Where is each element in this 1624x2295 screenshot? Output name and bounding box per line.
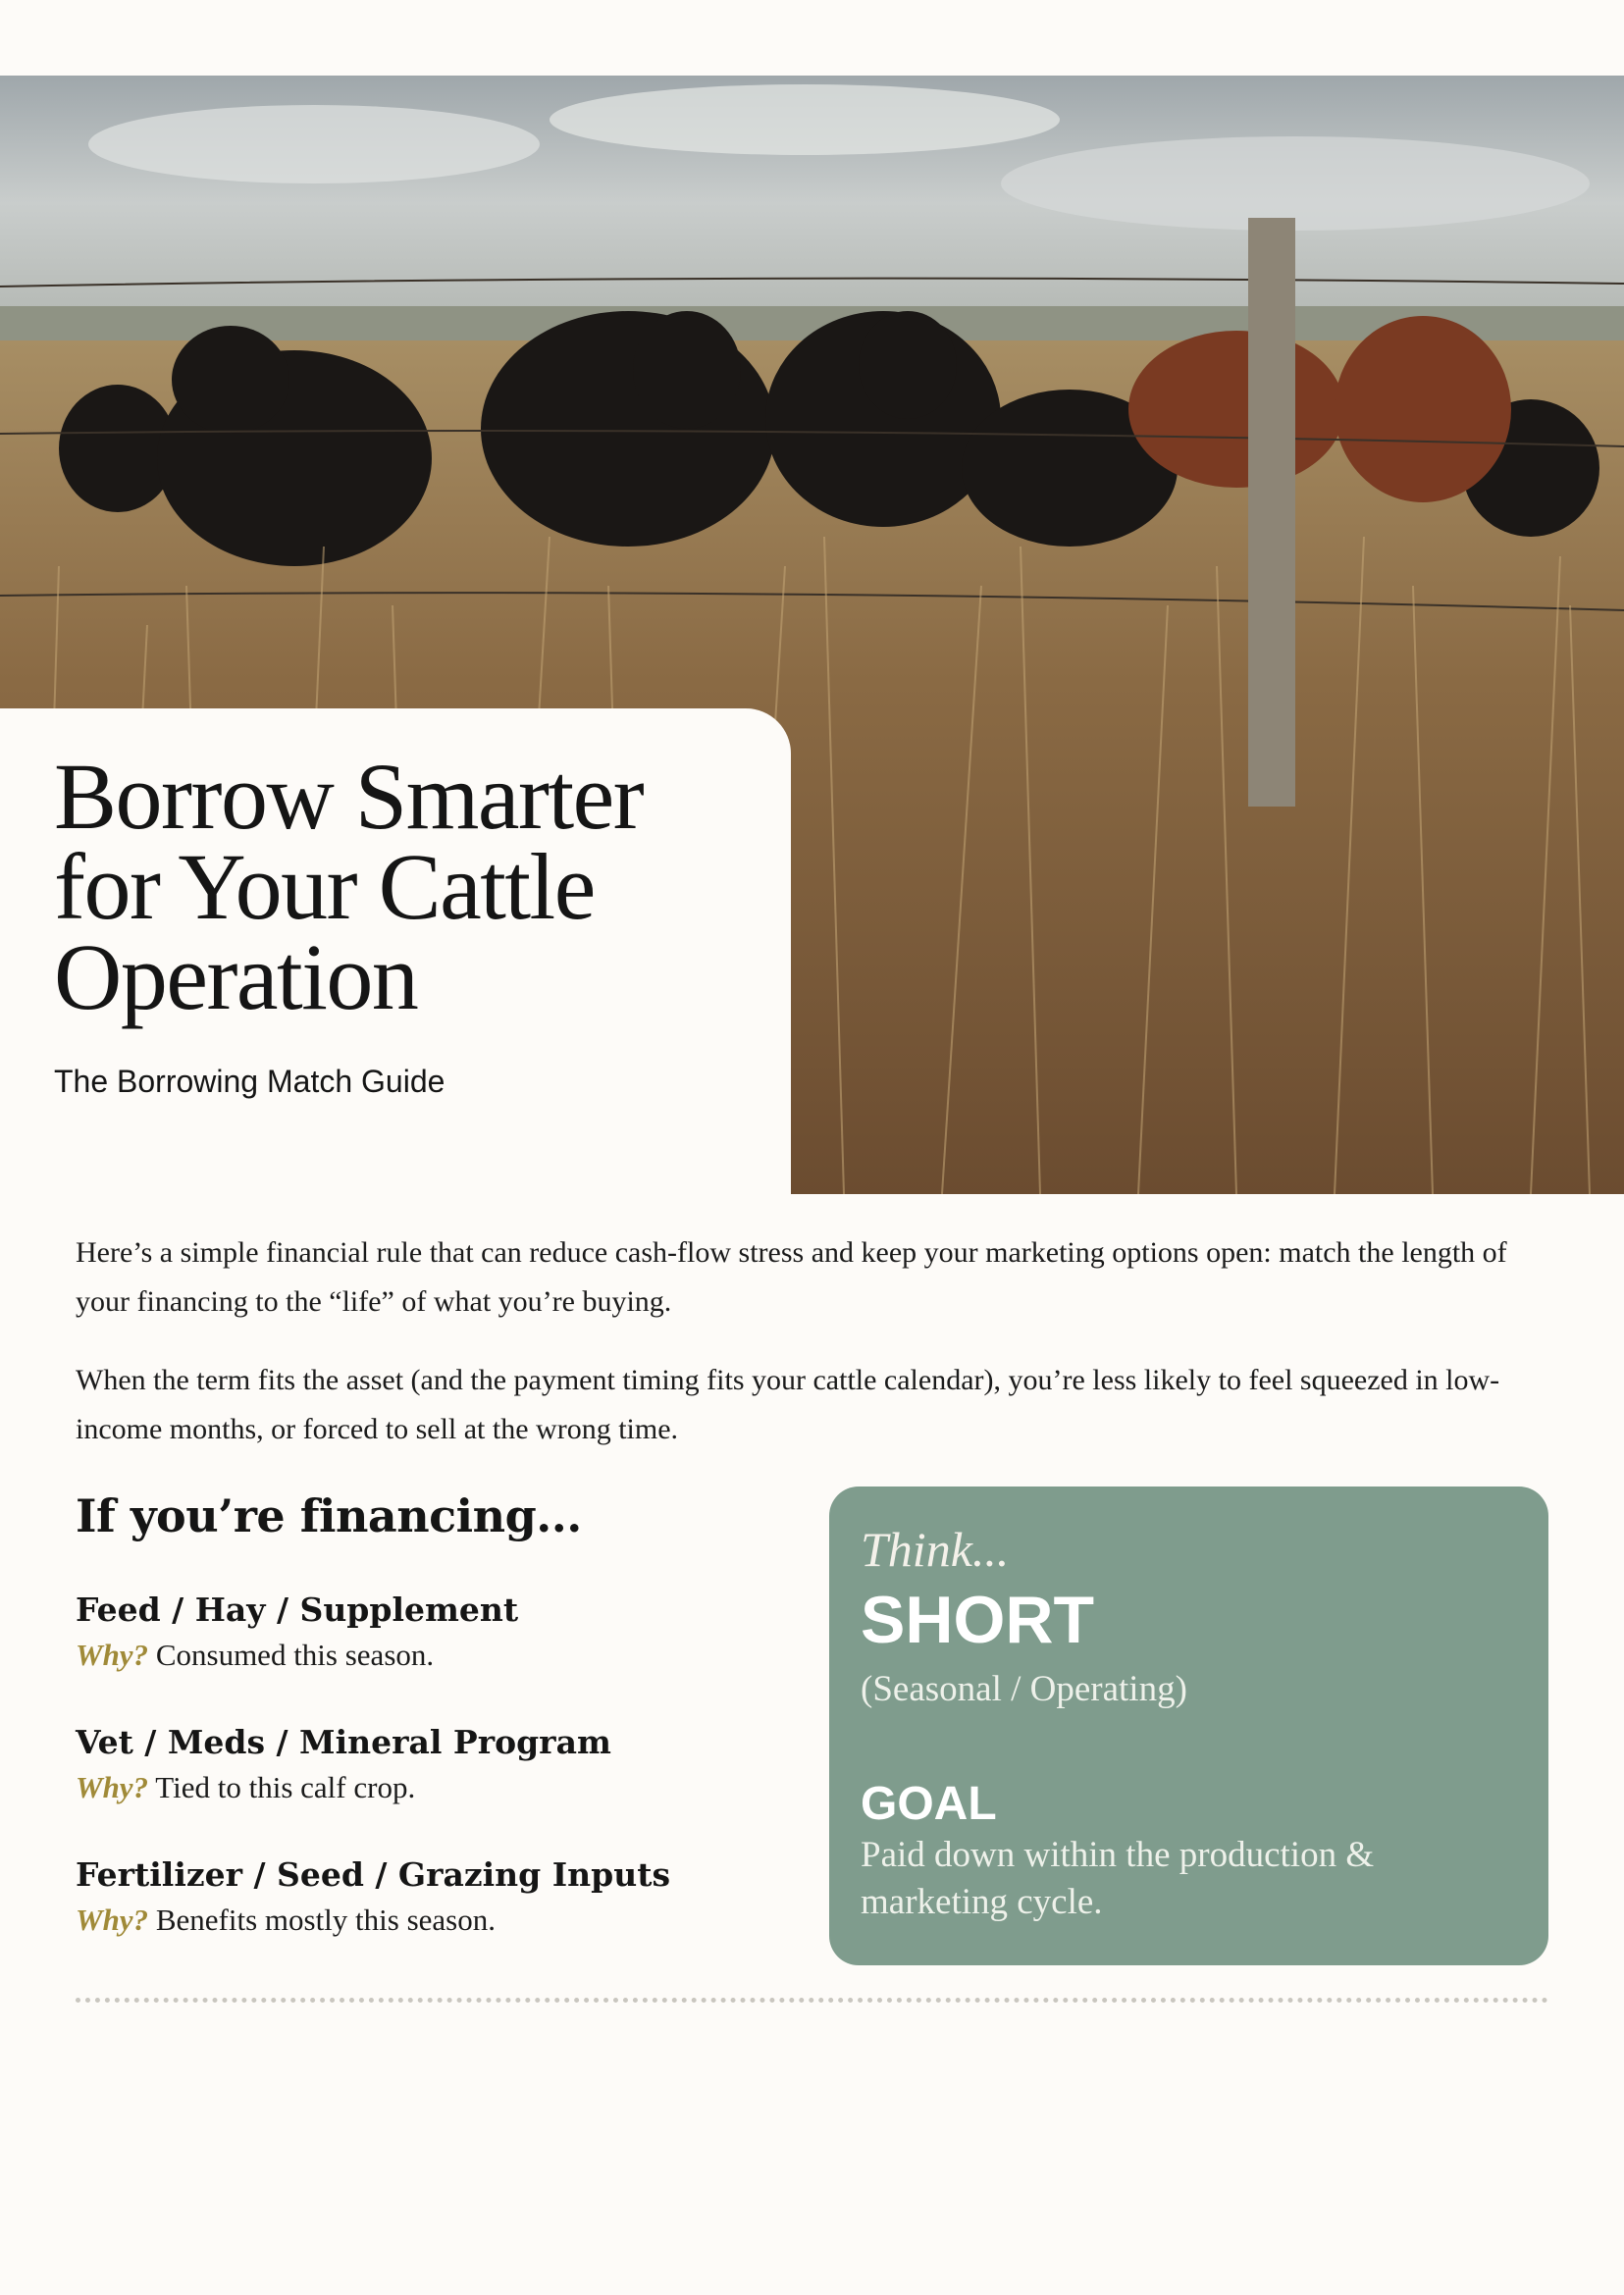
list-item (76, 1720, 782, 1852)
page-subtitle: The Borrowing Match Guide (54, 1064, 445, 1099)
item-why (76, 1898, 782, 1943)
goal-text: Paid down within the production & marketing cycle. (861, 1835, 1375, 1922)
think-box (829, 1487, 1548, 1965)
intro-section (76, 1228, 1567, 1484)
list-item (76, 1852, 782, 1985)
page-title: Borrow Smarter for Your Cattle Operation (54, 744, 644, 1029)
why-label: Why? (76, 1638, 149, 1672)
financing-heading: If you’re financing... (76, 1489, 582, 1542)
intro-paragraph: When the term fits the asset (and the payment timing fits your cattle calendar), you’re less likely to feel squeezed in low-income months, or forced to sell at the wrong time. (76, 1364, 1500, 1445)
why-text: Consumed this season. (155, 1638, 435, 1672)
intro-paragraph: Here’s a simple financial rule that can reduce cash-flow stress and keep your marketing options open: match the length of your financing to the “life” of what you’re buying. (76, 1236, 1507, 1318)
term-label: SHORT (861, 1583, 1094, 1657)
cloud (550, 84, 1060, 155)
fence-post (1248, 218, 1295, 807)
think-label: Think... (861, 1522, 1010, 1577)
why-text: Tied to this calf crop. (155, 1770, 416, 1804)
dotted-divider (76, 1998, 1548, 2003)
financing-list (76, 1588, 782, 1985)
why-label: Why? (76, 1770, 149, 1804)
list-item (76, 1588, 782, 1720)
cloud (88, 105, 540, 183)
item-name: Vet / Meds / Mineral Program (76, 1723, 611, 1761)
why-label: Why? (76, 1903, 149, 1937)
why-text: Benefits mostly this season. (155, 1903, 496, 1937)
term-type: (Seasonal / Operating) (861, 1669, 1187, 1709)
item-why (76, 1633, 782, 1678)
cloud (1001, 136, 1590, 231)
item-name: Feed / Hay / Supplement (76, 1591, 519, 1629)
item-why (76, 1765, 782, 1810)
item-name: Fertilizer / Seed / Grazing Inputs (76, 1855, 671, 1894)
goal-label: GOAL (861, 1778, 997, 1830)
